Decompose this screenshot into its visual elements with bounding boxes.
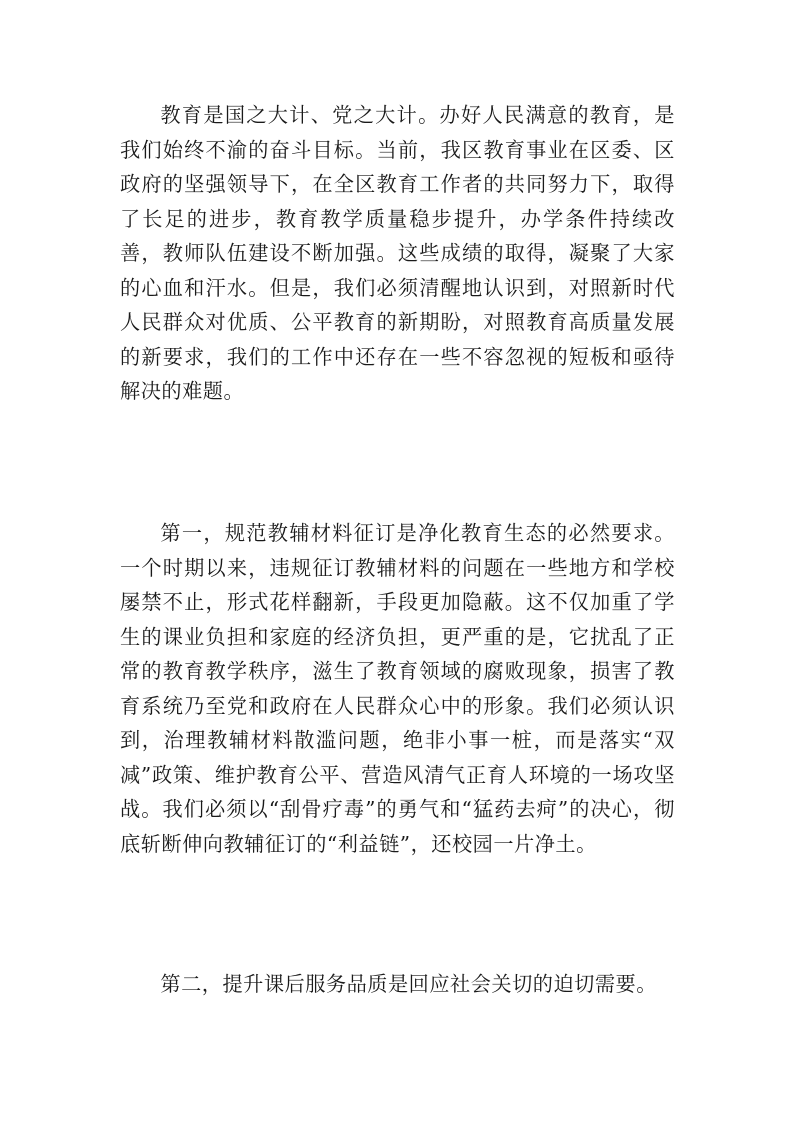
paragraph-second-point: 第二，提升课后服务品质是回应社会关切的迫切需要。 <box>160 972 657 996</box>
paragraph-first-point: 第一，规范教辅材料征订是净化教育生态的必然要求。一个时期以来，违规征订教辅材料的问题在一些地方和学校屡禁不止，形式花样翻新，手段更加隐蔽。这不仅加重了学生的课业负担和家庭的经济负担，更严重的是，它扰乱了正常的教育教学秩序，滋生了教育领域的腐败现象，损害了教育系统乃至党和政府在人民群众心中的形象。我们必须认识到，治理教辅材料散滥问题，绝非小事一桩，而是落实“双减”政策、维护教育公平、营造风清气正育人环境的一场攻坚战。我们必须以“刮骨疗毒”的勇气和“猛药去疴”的决心，彻底斩断伸向教辅征订的“利益链”，还校园一片净土。 <box>120 521 675 856</box>
paragraph-intro: 教育是国之大计、党之大计。办好人民满意的教育，是我们始终不渝的奋斗目标。当前，我区教育事业在区委、区政府的坚强领导下，在全区教育工作者的共同努力下，取得了长足的进步，教育教学质量稳步提升，办学条件持续改善，教师队伍建设不断加强。这些成绩的取得，凝聚了大家的心血和汗水。但是，我们必须清醒地认识到，对照新时代人民群众对优质、公平教育的新期盼，对照教育高质量发展的新要求，我们的工作中还存在一些不容忽视的短板和亟待解决的难题。 <box>120 103 675 403</box>
